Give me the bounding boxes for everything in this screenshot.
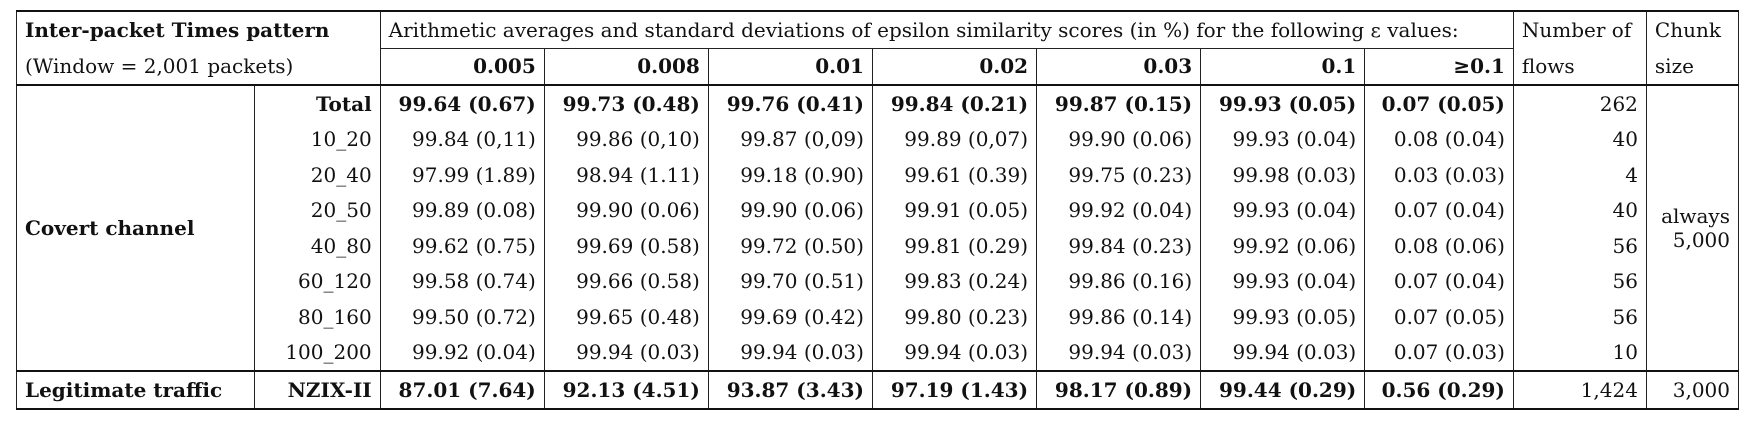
score-cell: 0.56 (0.29) bbox=[1365, 371, 1514, 409]
row-label: 10_20 bbox=[255, 122, 380, 158]
flows-cell: 40 bbox=[1513, 193, 1646, 229]
results-table bbox=[16, 10, 1739, 410]
score-cell: 99.91 (0.05) bbox=[872, 193, 1036, 229]
score-cell: 99.90 (0.06) bbox=[708, 193, 872, 229]
flows-header-line2: flows bbox=[1513, 48, 1646, 85]
row-label: 80_160 bbox=[255, 299, 380, 335]
covert-channel-label: Covert channel bbox=[17, 85, 255, 371]
score-cell: 99.50 (0.72) bbox=[380, 299, 544, 335]
eps-header: 0.008 bbox=[544, 48, 708, 85]
score-cell: 99.70 (0.51) bbox=[708, 264, 872, 300]
table-row bbox=[17, 299, 1739, 335]
score-cell: 92.13 (4.51) bbox=[544, 371, 708, 409]
covert-chunk-size bbox=[1646, 85, 1738, 371]
score-cell: 99.94 (0.03) bbox=[1037, 335, 1201, 372]
score-cell: 99.87 (0,09) bbox=[708, 122, 872, 158]
score-cell: 99.75 (0.23) bbox=[1037, 157, 1201, 193]
eps-header: 0.005 bbox=[380, 48, 544, 85]
score-cell: 93.87 (3.43) bbox=[708, 371, 872, 409]
score-cell: 98.17 (0.89) bbox=[1037, 371, 1201, 409]
flows-header-line1: Number of bbox=[1513, 11, 1646, 48]
score-cell: 99.73 (0.48) bbox=[544, 85, 708, 122]
chunk-size-line1: always bbox=[1661, 204, 1730, 228]
score-cell: 0.08 (0.04) bbox=[1365, 122, 1514, 158]
flows-cell: 10 bbox=[1513, 335, 1646, 372]
eps-header: 0.03 bbox=[1037, 48, 1201, 85]
score-cell: 99.92 (0.04) bbox=[380, 335, 544, 372]
table-row-legitimate bbox=[17, 371, 1739, 409]
score-cell: 99.72 (0.50) bbox=[708, 228, 872, 264]
score-cell: 99.84 (0,11) bbox=[380, 122, 544, 158]
flows-cell: 4 bbox=[1513, 157, 1646, 193]
score-cell: 0.07 (0.04) bbox=[1365, 264, 1514, 300]
row-label: 100_200 bbox=[255, 335, 380, 372]
score-cell: 99.62 (0.75) bbox=[380, 228, 544, 264]
table-row bbox=[17, 264, 1739, 300]
table-row bbox=[17, 157, 1739, 193]
flows-cell: 56 bbox=[1513, 299, 1646, 335]
table-row bbox=[17, 335, 1739, 372]
score-cell: 99.61 (0.39) bbox=[872, 157, 1036, 193]
score-cell: 99.93 (0.05) bbox=[1201, 85, 1365, 122]
eps-header: 0.01 bbox=[708, 48, 872, 85]
score-cell: 99.98 (0.03) bbox=[1201, 157, 1365, 193]
score-cell: 0.03 (0.03) bbox=[1365, 157, 1514, 193]
score-cell: 99.90 (0.06) bbox=[1037, 122, 1201, 158]
score-cell: 99.90 (0.06) bbox=[544, 193, 708, 229]
eps-header: 0.02 bbox=[872, 48, 1036, 85]
score-cell: 97.99 (1.89) bbox=[380, 157, 544, 193]
score-cell: 99.93 (0.04) bbox=[1201, 193, 1365, 229]
score-cell: 0.07 (0.05) bbox=[1365, 299, 1514, 335]
score-cell: 0.07 (0.04) bbox=[1365, 193, 1514, 229]
row-label: Total bbox=[255, 85, 380, 122]
score-cell: 99.93 (0.04) bbox=[1201, 122, 1365, 158]
score-cell: 99.94 (0.03) bbox=[1201, 335, 1365, 372]
score-cell: 87.01 (7.64) bbox=[380, 371, 544, 409]
chunk-header-line2: size bbox=[1646, 48, 1738, 85]
score-cell: 99.69 (0.42) bbox=[708, 299, 872, 335]
score-cell: 99.89 (0.08) bbox=[380, 193, 544, 229]
score-cell: 98.94 (1.11) bbox=[544, 157, 708, 193]
score-cell: 99.87 (0.15) bbox=[1037, 85, 1201, 122]
table-row bbox=[17, 228, 1739, 264]
score-cell: 99.94 (0.03) bbox=[708, 335, 872, 372]
score-cell: 0.07 (0.03) bbox=[1365, 335, 1514, 372]
score-cell: 99.84 (0.23) bbox=[1037, 228, 1201, 264]
row-label: 40_80 bbox=[255, 228, 380, 264]
score-cell: 0.07 (0.05) bbox=[1365, 85, 1514, 122]
chunk-header-line1: Chunk bbox=[1646, 11, 1738, 48]
table-row bbox=[17, 122, 1739, 158]
score-cell: 99.18 (0.90) bbox=[708, 157, 872, 193]
row-label: 20_50 bbox=[255, 193, 380, 229]
score-cell: 99.92 (0.04) bbox=[1037, 193, 1201, 229]
score-cell: 99.64 (0.67) bbox=[380, 85, 544, 122]
score-cell: 99.84 (0.21) bbox=[872, 85, 1036, 122]
score-cell: 99.86 (0.14) bbox=[1037, 299, 1201, 335]
score-cell: 99.94 (0.03) bbox=[544, 335, 708, 372]
table-row-total bbox=[17, 85, 1739, 122]
flows-cell: 56 bbox=[1513, 264, 1646, 300]
flows-cell: 40 bbox=[1513, 122, 1646, 158]
header-row-2 bbox=[17, 48, 1739, 85]
legitimate-traffic-label: Legitimate traffic bbox=[17, 371, 255, 409]
score-cell: 99.86 (0.16) bbox=[1037, 264, 1201, 300]
window-subtitle: (Window = 2,001 packets) bbox=[17, 48, 381, 85]
score-cell: 99.83 (0.24) bbox=[872, 264, 1036, 300]
eps-header: 0.1 bbox=[1201, 48, 1365, 85]
chunk-size-line2: 5,000 bbox=[1672, 228, 1730, 252]
score-cell: 99.58 (0.74) bbox=[380, 264, 544, 300]
score-cell: 99.93 (0.04) bbox=[1201, 264, 1365, 300]
score-cell: 99.44 (0.29) bbox=[1201, 371, 1365, 409]
epsilon-caption: Arithmetic averages and standard deviations of epsilon similarity scores (in %) for the following ε values: bbox=[380, 11, 1513, 48]
row-label: 60_120 bbox=[255, 264, 380, 300]
row-label: NZIX-II bbox=[255, 371, 380, 409]
score-cell: 99.86 (0,10) bbox=[544, 122, 708, 158]
flows-cell: 56 bbox=[1513, 228, 1646, 264]
pattern-title: Inter-packet Times pattern bbox=[17, 11, 381, 48]
score-cell: 97.19 (1.43) bbox=[872, 371, 1036, 409]
score-cell: 99.69 (0.58) bbox=[544, 228, 708, 264]
score-cell: 99.66 (0.58) bbox=[544, 264, 708, 300]
score-cell: 99.81 (0.29) bbox=[872, 228, 1036, 264]
eps-header: ≥0.1 bbox=[1365, 48, 1514, 85]
score-cell: 99.80 (0.23) bbox=[872, 299, 1036, 335]
score-cell: 0.08 (0.06) bbox=[1365, 228, 1514, 264]
header-row-1 bbox=[17, 11, 1739, 48]
score-cell: 99.94 (0.03) bbox=[872, 335, 1036, 372]
row-label: 20_40 bbox=[255, 157, 380, 193]
score-cell: 99.89 (0,07) bbox=[872, 122, 1036, 158]
flows-cell: 262 bbox=[1513, 85, 1646, 122]
score-cell: 99.93 (0.05) bbox=[1201, 299, 1365, 335]
flows-cell: 1,424 bbox=[1513, 371, 1646, 409]
chunk-size-cell: 3,000 bbox=[1646, 371, 1738, 409]
score-cell: 99.76 (0.41) bbox=[708, 85, 872, 122]
score-cell: 99.92 (0.06) bbox=[1201, 228, 1365, 264]
score-cell: 99.65 (0.48) bbox=[544, 299, 708, 335]
table-row bbox=[17, 193, 1739, 229]
